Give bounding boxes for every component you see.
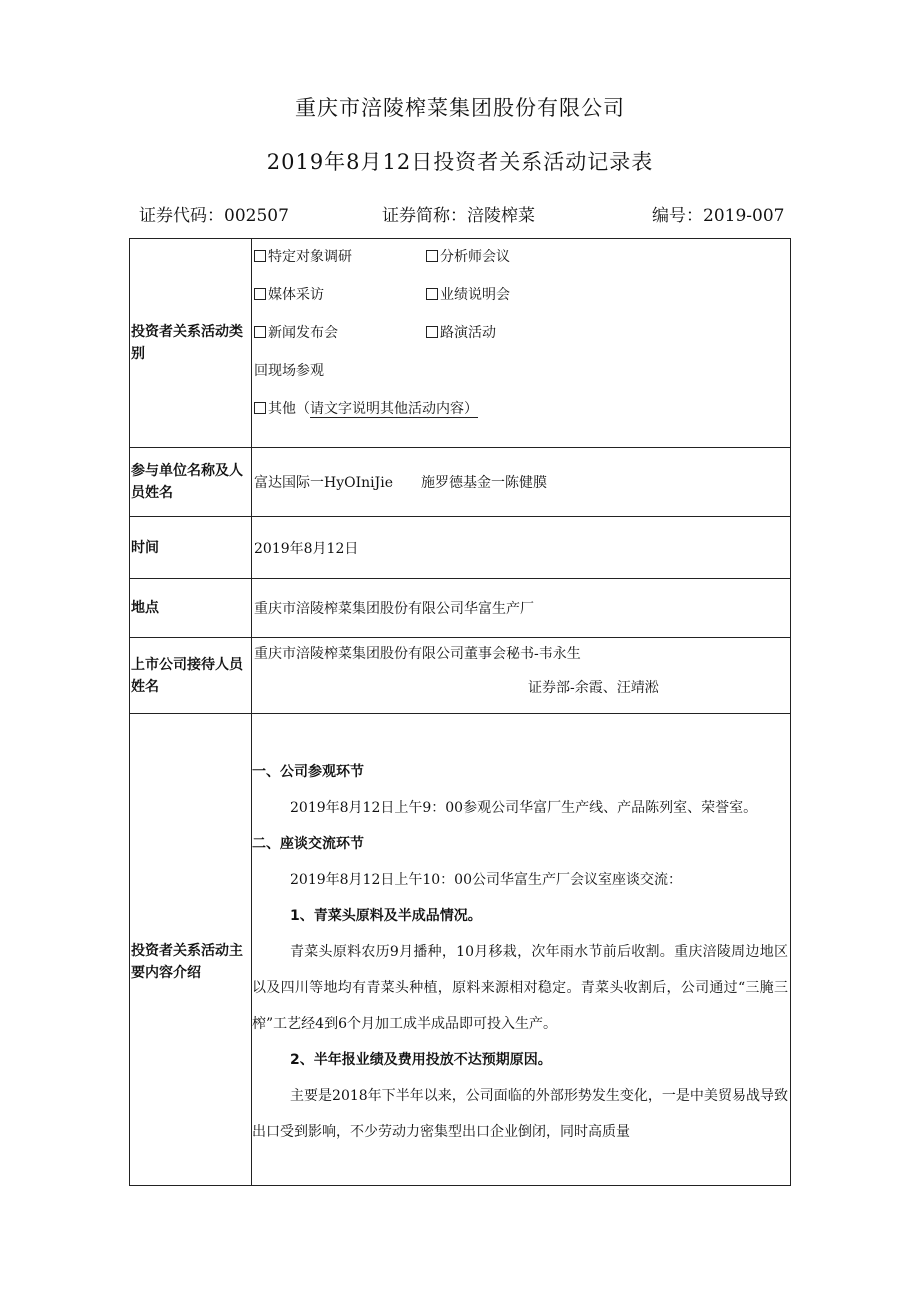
checkbox-icon: [426, 250, 438, 262]
option-media-interview: 媒体采访: [254, 285, 426, 323]
checkbox-icon: [426, 326, 438, 338]
checkbox-icon: [254, 250, 266, 262]
option-press-conference: 新闻发布会: [254, 323, 426, 361]
option-other: 其他（请文字说明其他活动内容）: [254, 399, 478, 437]
option-analyst-meeting: 分析师会议: [426, 247, 510, 285]
label-content: 投资者关系活动主要内容介绍: [130, 714, 252, 1186]
section-1-title: 一、公司参观环节: [252, 764, 364, 780]
category-options: [252, 239, 791, 448]
label-participants: 参与单位名称及人员姓名: [130, 448, 252, 517]
row-content: [130, 714, 791, 1186]
topic-1-text: 青菜头原料农历9月播种，10月移栽，次年雨水节前后收割。重庆涪陵周边地区以及四川等地均有青菜头种植，原料来源相对稳定。青菜头收割后，公司通过“三腌三榨”工艺经4到6个月加工成半成品即可投入生产。: [252, 944, 788, 1032]
record-title: 2019年8月12日投资者关系活动记录表: [266, 150, 654, 174]
label-reception: 上市公司接待人员姓名: [130, 638, 252, 714]
row-reception: [130, 638, 791, 714]
topic-2-title: 2、半年报业绩及费用投放不达预期原因。: [290, 1052, 552, 1068]
label-category: 投资者关系活动类别: [130, 239, 252, 448]
row-place: [130, 579, 791, 638]
row-category: [130, 239, 791, 448]
record-number: 编号：2019-007: [652, 206, 785, 226]
record-table: [129, 238, 791, 1186]
topic-1-title: 1、青菜头原料及半成品情况。: [290, 908, 482, 924]
row-time: [130, 517, 791, 579]
option-special-research: 特定对象调研: [254, 247, 426, 285]
company-title: 重庆市涪陵榨菜集团股份有限公司: [295, 96, 625, 120]
checkbox-icon: [254, 402, 266, 414]
option-roadshow: 路演活动: [426, 323, 496, 361]
section-1-text: 2019年8月12日上午9：00参观公司华富厂生产线、产品陈列室、荣誉室。: [290, 800, 758, 816]
section-2-title: 二、座谈交流环节: [252, 836, 364, 852]
label-place: 地点: [130, 579, 252, 638]
reception-line-2: 证券部-余霞、汪靖淞: [528, 680, 659, 696]
reception-value: [252, 638, 791, 714]
row-participants: [130, 448, 791, 517]
label-time: 时间: [130, 517, 252, 579]
option-results-briefing: 业绩说明会: [426, 285, 510, 323]
other-description: 请文字说明其他活动内容）: [310, 401, 478, 417]
section-2-text: 2019年8月12日上午10：00公司华富生产厂会议室座谈交流：: [290, 872, 682, 888]
checkbox-icon: [426, 288, 438, 300]
participants-value: 富达国际一HyOIniJie 施罗德基金一陈健膜: [252, 448, 791, 517]
time-value: 2019年8月12日: [252, 517, 791, 579]
security-code: 证券代码：002507: [139, 206, 289, 226]
security-abbr: 证券简称：涪陵榨菜: [382, 206, 535, 226]
reception-line-1: 重庆市涪陵榨菜集团股份有限公司董事会秘书-韦永生: [254, 646, 581, 662]
option-site-visit: 回现场参观: [254, 363, 324, 379]
checkbox-icon: [254, 326, 266, 338]
place-value: 重庆市涪陵榨菜集团股份有限公司华富生产厂: [252, 579, 791, 638]
content-value: [252, 714, 791, 1186]
checkbox-icon: [254, 288, 266, 300]
topic-2-text: 主要是2018年下半年以来，公司面临的外部形势发生变化，一是中美贸易战导致出口受到影响，不少劳动力密集型出口企业倒闭，同时高质量: [252, 1088, 788, 1140]
